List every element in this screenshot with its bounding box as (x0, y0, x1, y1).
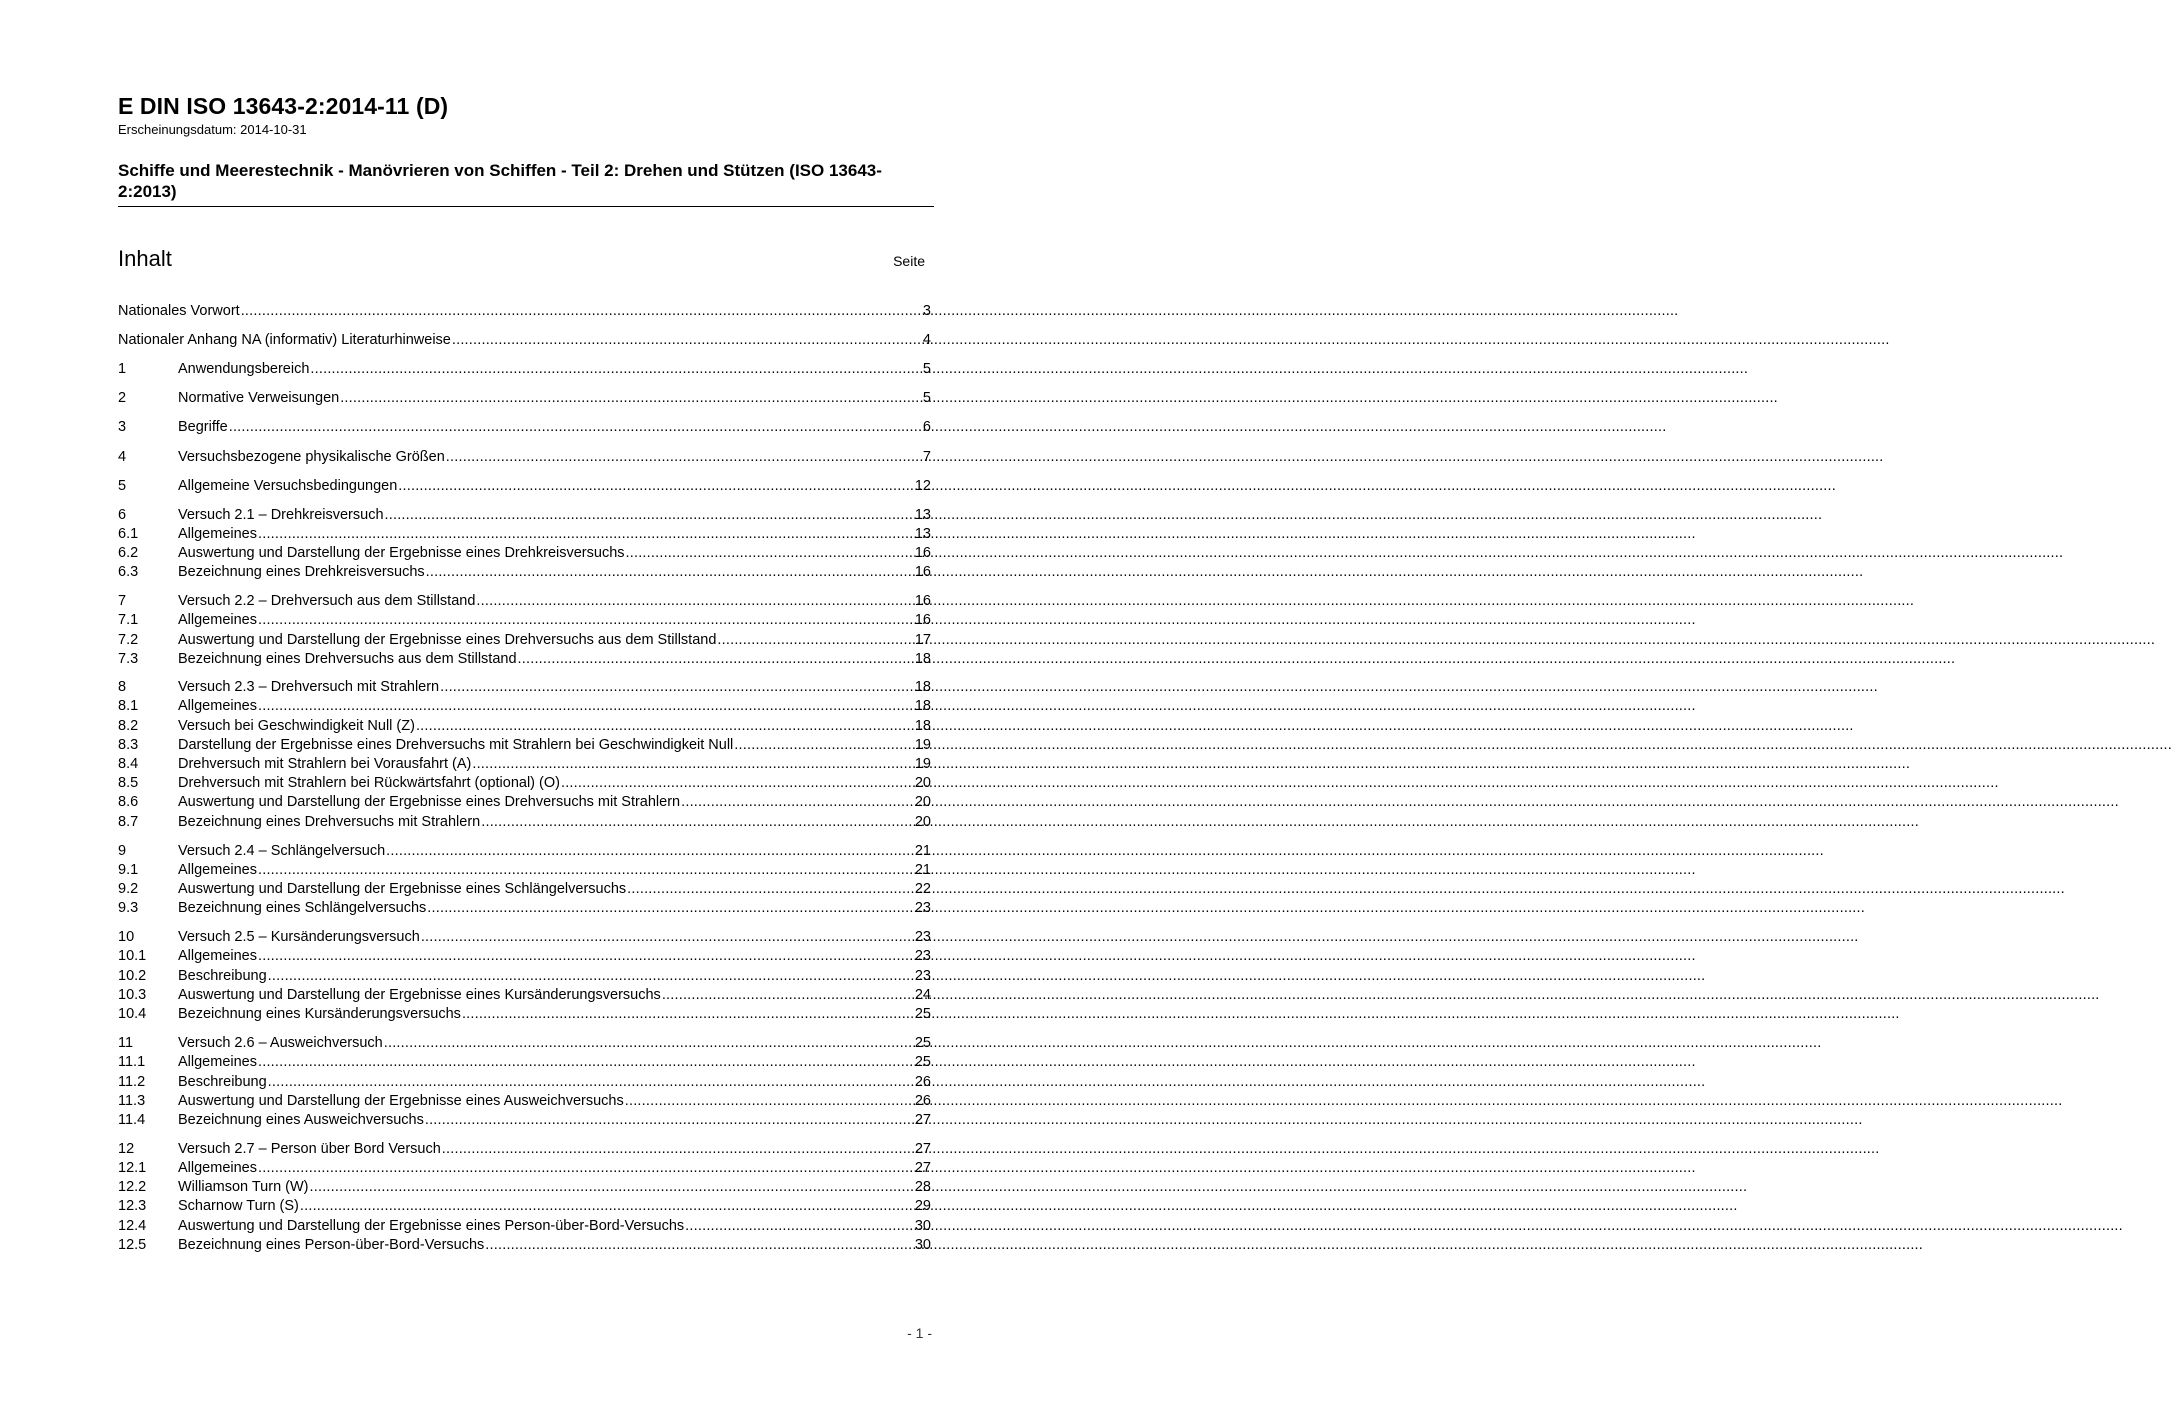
toc-entry (118, 842, 931, 861)
toc-entry (118, 755, 931, 774)
toc-entry (118, 477, 931, 496)
toc-dot-leader (398, 477, 914, 496)
toc-entry-title: Versuch 2.1 – Drehkreisversuch (178, 507, 384, 523)
toc-entry-page: 21 (914, 843, 931, 859)
toc-entry (118, 717, 931, 736)
toc-dot-leader (384, 1034, 914, 1053)
toc-entry-title: Allgemeines (178, 526, 257, 542)
toc-entry-page: 13 (914, 507, 931, 523)
toc-entry-number: 8 (118, 679, 127, 695)
toc-entry (118, 418, 931, 437)
toc-dot-leader (626, 544, 914, 563)
toc-entry (118, 736, 931, 755)
table-of-contents (0, 0, 992, 1300)
toc-entry-page: 20 (914, 775, 931, 791)
toc-entry-title: Versuch 2.7 – Person über Bord Versuch (178, 1141, 441, 1157)
toc-entry-title: Allgemeines (178, 862, 257, 878)
toc-entry-title: Auswertung und Darstellung der Ergebnisse eines Schlängelversuchs (178, 881, 627, 897)
toc-entry-page: 16 (914, 545, 931, 561)
toc-entry (118, 563, 931, 582)
toc-entry (118, 592, 931, 611)
toc-dot-leader (485, 1236, 914, 1255)
toc-entry (118, 793, 931, 812)
toc-entry-title: Drehversuch mit Strahlern bei Rückwärtsfahrt (optional) (O) (178, 775, 560, 791)
toc-dot-leader (340, 389, 922, 408)
page-number: - 1 - (907, 1325, 932, 1341)
document-title: E DIN ISO 13643-2:2014-11 (D) (118, 93, 449, 119)
toc-entry-number: 6.1 (118, 526, 139, 542)
toc-entry-page: 25 (914, 1054, 931, 1070)
toc-entry-number: 11.3 (118, 1093, 146, 1109)
toc-entry-page: 6 (922, 419, 931, 435)
toc-entry-title: Versuch bei Geschwindigkeit Null (Z) (178, 718, 415, 734)
toc-entry-number: 7 (118, 593, 127, 609)
toc-dot-leader (627, 880, 914, 899)
toc-entry-page: 30 (914, 1218, 931, 1234)
toc-entry-number: 3 (118, 419, 127, 435)
toc-entry (118, 1034, 931, 1053)
toc-entry-page: 27 (914, 1141, 931, 1157)
toc-entry-page: 18 (914, 679, 931, 695)
toc-entry (118, 880, 931, 899)
toc-entry-number: 8.1 (118, 698, 139, 714)
toc-entry (118, 678, 931, 697)
toc-dot-leader (229, 418, 922, 437)
toc-entry (118, 631, 931, 650)
toc-entry (118, 813, 931, 832)
toc-entry-page: 21 (914, 862, 931, 878)
toc-entry-page: 26 (914, 1093, 931, 1109)
toc-entry-page: 28 (914, 1179, 931, 1195)
toc-entry-number: 12.5 (118, 1237, 147, 1253)
toc-entry-number: 11 (118, 1035, 134, 1051)
toc-entry-page: 23 (914, 900, 931, 916)
toc-entry-page: 27 (914, 1160, 931, 1176)
toc-dot-leader (421, 928, 914, 947)
toc-entry (118, 360, 931, 379)
toc-dot-leader (662, 986, 914, 1005)
toc-dot-leader (258, 525, 914, 544)
toc-entry-title: Begriffe (178, 419, 228, 435)
toc-entry-page: 7 (922, 449, 931, 465)
toc-entry-title: Darstellung der Ergebnisse eines Drehversuchs mit Strahlern bei Geschwindigkeit Null (178, 737, 734, 753)
toc-entry-number: 12.3 (118, 1198, 147, 1214)
toc-entry-page: 23 (914, 929, 931, 945)
toc-entry-page: 27 (914, 1112, 931, 1128)
toc-dot-leader (268, 1073, 914, 1092)
toc-entry-title: Auswertung und Darstellung der Ergebnisse eines Kursänderungsversuchs (178, 987, 661, 1003)
toc-entry-page: 5 (922, 390, 931, 406)
toc-dot-leader (386, 842, 914, 861)
toc-entry-number: 9.1 (118, 862, 139, 878)
toc-entry (118, 774, 931, 793)
toc-dot-leader (258, 947, 914, 966)
toc-entry-number: 4 (118, 449, 127, 465)
toc-dot-leader (425, 1111, 914, 1130)
toc-entry-title: Bezeichnung eines Ausweichversuchs (178, 1112, 424, 1128)
toc-dot-leader (427, 899, 914, 918)
toc-entry-number: 8.5 (118, 775, 139, 791)
toc-entry-page: 16 (914, 612, 931, 628)
toc-entry-number: 11.4 (118, 1112, 146, 1128)
toc-entry-title: Bezeichnung eines Person-über-Bord-Versuchs (178, 1237, 485, 1253)
toc-entry-page: 18 (914, 718, 931, 734)
toc-dot-leader (310, 360, 922, 379)
toc-entry (118, 1178, 931, 1197)
toc-entry-title: Versuch 2.4 – Schlängelversuch (178, 843, 386, 859)
toc-entry-number: 7.1 (118, 612, 139, 628)
toc-dot-leader (472, 755, 914, 774)
toc-entry-number: 5 (118, 478, 127, 494)
toc-entry-number: 7.2 (118, 632, 139, 648)
toc-dot-leader (268, 967, 914, 986)
toc-entry (118, 899, 931, 918)
toc-entry-title: Allgemeines (178, 1054, 257, 1070)
toc-entry-number: 12.4 (118, 1218, 147, 1234)
toc-entry-number: 10.4 (118, 1006, 147, 1022)
toc-entry (118, 1005, 931, 1024)
toc-dot-leader (241, 302, 922, 321)
toc-entry-page: 25 (914, 1006, 931, 1022)
toc-entry-title: Allgemeines (178, 948, 257, 964)
toc-entry-title: Auswertung und Darstellung der Ergebnisse eines Drehversuchs mit Strahlern (178, 794, 681, 810)
toc-entry-number: 2 (118, 390, 127, 406)
toc-entry-number: 8.7 (118, 814, 139, 830)
toc-entry-page: 3 (922, 303, 931, 319)
toc-entry-title: Williamson Turn (W) (178, 1179, 309, 1195)
toc-entry-number: 1 (118, 361, 127, 377)
toc-entry (118, 448, 931, 467)
toc-entry-title: Versuch 2.6 – Ausweichversuch (178, 1035, 383, 1051)
toc-entry-page: 26 (914, 1074, 931, 1090)
toc-entry (118, 1197, 931, 1216)
toc-dot-leader (681, 793, 914, 812)
toc-entry-title: Bezeichnung eines Drehversuchs mit Strahlern (178, 814, 481, 830)
toc-entry-number: 12 (118, 1141, 135, 1157)
toc-entry-number: 8.2 (118, 718, 139, 734)
toc-entry-page: 23 (914, 968, 931, 984)
toc-entry-page: 4 (922, 332, 931, 348)
toc-entry (118, 302, 931, 321)
toc-entry-number: 9 (118, 843, 127, 859)
toc-entry (118, 650, 931, 669)
toc-entry-number: 11.1 (118, 1054, 146, 1070)
toc-entry (118, 861, 931, 880)
toc-entry-page: 30 (914, 1237, 931, 1253)
toc-heading: Inhalt (118, 246, 172, 271)
toc-entry (118, 1073, 931, 1092)
toc-entry-title: Auswertung und Darstellung der Ergebnisse eines Drehkreisversuchs (178, 545, 625, 561)
toc-dot-leader (446, 448, 922, 467)
toc-entry-page: 17 (914, 632, 931, 648)
toc-entry-page: 13 (914, 526, 931, 542)
toc-entry-page: 16 (914, 564, 931, 580)
toc-entry (118, 1092, 931, 1111)
toc-entry-page: 25 (914, 1035, 931, 1051)
toc-entry (118, 697, 931, 716)
toc-entry-number: 10 (118, 929, 135, 945)
toc-entry (118, 544, 931, 563)
toc-entry-number: 10.2 (118, 968, 147, 984)
toc-dot-leader (476, 592, 913, 611)
toc-entry-page: 29 (914, 1198, 931, 1214)
toc-entry-title: Versuch 2.2 – Drehversuch aus dem Stillstand (178, 593, 476, 609)
toc-entry-title: Allgemeines (178, 698, 257, 714)
toc-dot-leader (258, 861, 914, 880)
toc-entry-page: 19 (914, 756, 931, 772)
toc-entry-page: 12 (914, 478, 931, 494)
toc-entry (118, 389, 931, 408)
toc-entry-title: Nationaler Anhang NA (informativ) Literaturhinweise (118, 332, 451, 348)
toc-entry-number: 9.2 (118, 881, 139, 897)
toc-entry-page: 5 (922, 361, 931, 377)
toc-entry-number: 9.3 (118, 900, 139, 916)
toc-entry-page: 20 (914, 814, 931, 830)
toc-entry-number: 6 (118, 507, 127, 523)
toc-dot-leader (462, 1005, 914, 1024)
toc-entry-number: 8.3 (118, 737, 139, 753)
toc-entry-title: Versuch 2.5 – Kursänderungsversuch (178, 929, 420, 945)
toc-dot-leader (440, 678, 914, 697)
toc-entry-title: Bezeichnung eines Kursänderungsversuchs (178, 1006, 461, 1022)
toc-dot-leader (258, 1159, 914, 1178)
toc-entry-number: 7.3 (118, 651, 139, 667)
toc-entry-page: 16 (914, 593, 931, 609)
toc-dot-leader (561, 774, 914, 793)
toc-entry (118, 525, 931, 544)
toc-entry (118, 1140, 931, 1159)
toc-page-column-label: Seite (893, 253, 925, 269)
toc-dot-leader (300, 1197, 914, 1216)
toc-entry-number: 10.3 (118, 987, 147, 1003)
toc-entry-title: Scharnow Turn (S) (178, 1198, 299, 1214)
toc-entry (118, 1111, 931, 1130)
toc-entry-page: 22 (914, 881, 931, 897)
toc-entry-page: 19 (914, 737, 931, 753)
toc-entry-title: Auswertung und Darstellung der Ergebnisse eines Ausweichversuchs (178, 1093, 624, 1109)
toc-entry (118, 986, 931, 1005)
toc-entry-number: 10.1 (118, 948, 147, 964)
toc-entry-page: 23 (914, 948, 931, 964)
toc-entry-number: 8.4 (118, 756, 139, 772)
toc-dot-leader (685, 1217, 914, 1236)
toc-entry-title: Versuch 2.3 – Drehversuch mit Strahlern (178, 679, 440, 695)
toc-entry-number: 8.6 (118, 794, 139, 810)
toc-entry (118, 611, 931, 630)
toc-entry-title: Bezeichnung eines Drehversuchs aus dem Stillstand (178, 651, 517, 667)
toc-dot-leader (416, 717, 914, 736)
toc-entry (118, 1236, 931, 1255)
toc-entry-title: Allgemeines (178, 612, 257, 628)
toc-dot-leader (258, 1053, 914, 1072)
toc-entry-title: Versuchsbezogene physikalische Größen (178, 449, 445, 465)
toc-dot-leader (452, 331, 922, 350)
toc-dot-leader (625, 1092, 914, 1111)
toc-entry-number: 6.3 (118, 564, 139, 580)
toc-entry-title: Allgemeines (178, 1160, 257, 1176)
toc-dot-leader (258, 697, 914, 716)
toc-entry-title: Anwendungsbereich (178, 361, 310, 377)
toc-entry-page: 18 (914, 698, 931, 714)
toc-entry (118, 1053, 931, 1072)
toc-dot-leader (518, 650, 914, 669)
toc-dot-leader (734, 736, 914, 755)
toc-dot-leader (385, 506, 914, 525)
toc-entry (118, 1159, 931, 1178)
toc-entry-page: 24 (914, 987, 931, 1003)
toc-entry-number: 6.2 (118, 545, 139, 561)
toc-entry-title: Bezeichnung eines Drehkreisversuchs (178, 564, 425, 580)
toc-entry-title: Nationales Vorwort (118, 303, 240, 319)
toc-dot-leader (258, 611, 914, 630)
toc-dot-leader (426, 563, 914, 582)
toc-entry-number: 12.2 (118, 1179, 147, 1195)
toc-entry-number: 12.1 (118, 1160, 147, 1176)
toc-entry-title: Beschreibung (178, 1074, 267, 1090)
toc-entry-number: 11.2 (118, 1074, 146, 1090)
publication-date: Erscheinungsdatum: 2014-10-31 (118, 122, 307, 137)
toc-entry (118, 928, 931, 947)
toc-dot-leader (717, 631, 913, 650)
toc-entry-title: Auswertung und Darstellung der Ergebnisse eines Person-über-Bord-Versuchs (178, 1218, 685, 1234)
toc-entry (118, 947, 931, 966)
toc-dot-leader (481, 813, 914, 832)
toc-entry-page: 20 (914, 794, 931, 810)
document-page (0, 0, 992, 1403)
toc-entry-title: Allgemeine Versuchsbedingungen (178, 478, 398, 494)
toc-entry-page: 18 (914, 651, 931, 667)
toc-entry-title: Auswertung und Darstellung der Ergebnisse eines Drehversuchs aus dem Stillstand (178, 632, 717, 648)
toc-dot-leader (442, 1140, 914, 1159)
toc-entry-title: Normative Verweisungen (178, 390, 340, 406)
toc-entry (118, 967, 931, 986)
document-subtitle: Schiffe und Meerestechnik - Manövrieren von Schiffen - Teil 2: Drehen und Stützen (ISO 13643-2:2013) (118, 161, 882, 201)
toc-entry-title: Drehversuch mit Strahlern bei Vorausfahrt (A) (178, 756, 472, 772)
toc-entry (118, 1217, 931, 1236)
toc-entry (118, 331, 931, 350)
toc-entry-title: Bezeichnung eines Schlängelversuchs (178, 900, 427, 916)
toc-entry (118, 506, 931, 525)
toc-entry-title: Beschreibung (178, 968, 267, 984)
toc-dot-leader (310, 1178, 914, 1197)
